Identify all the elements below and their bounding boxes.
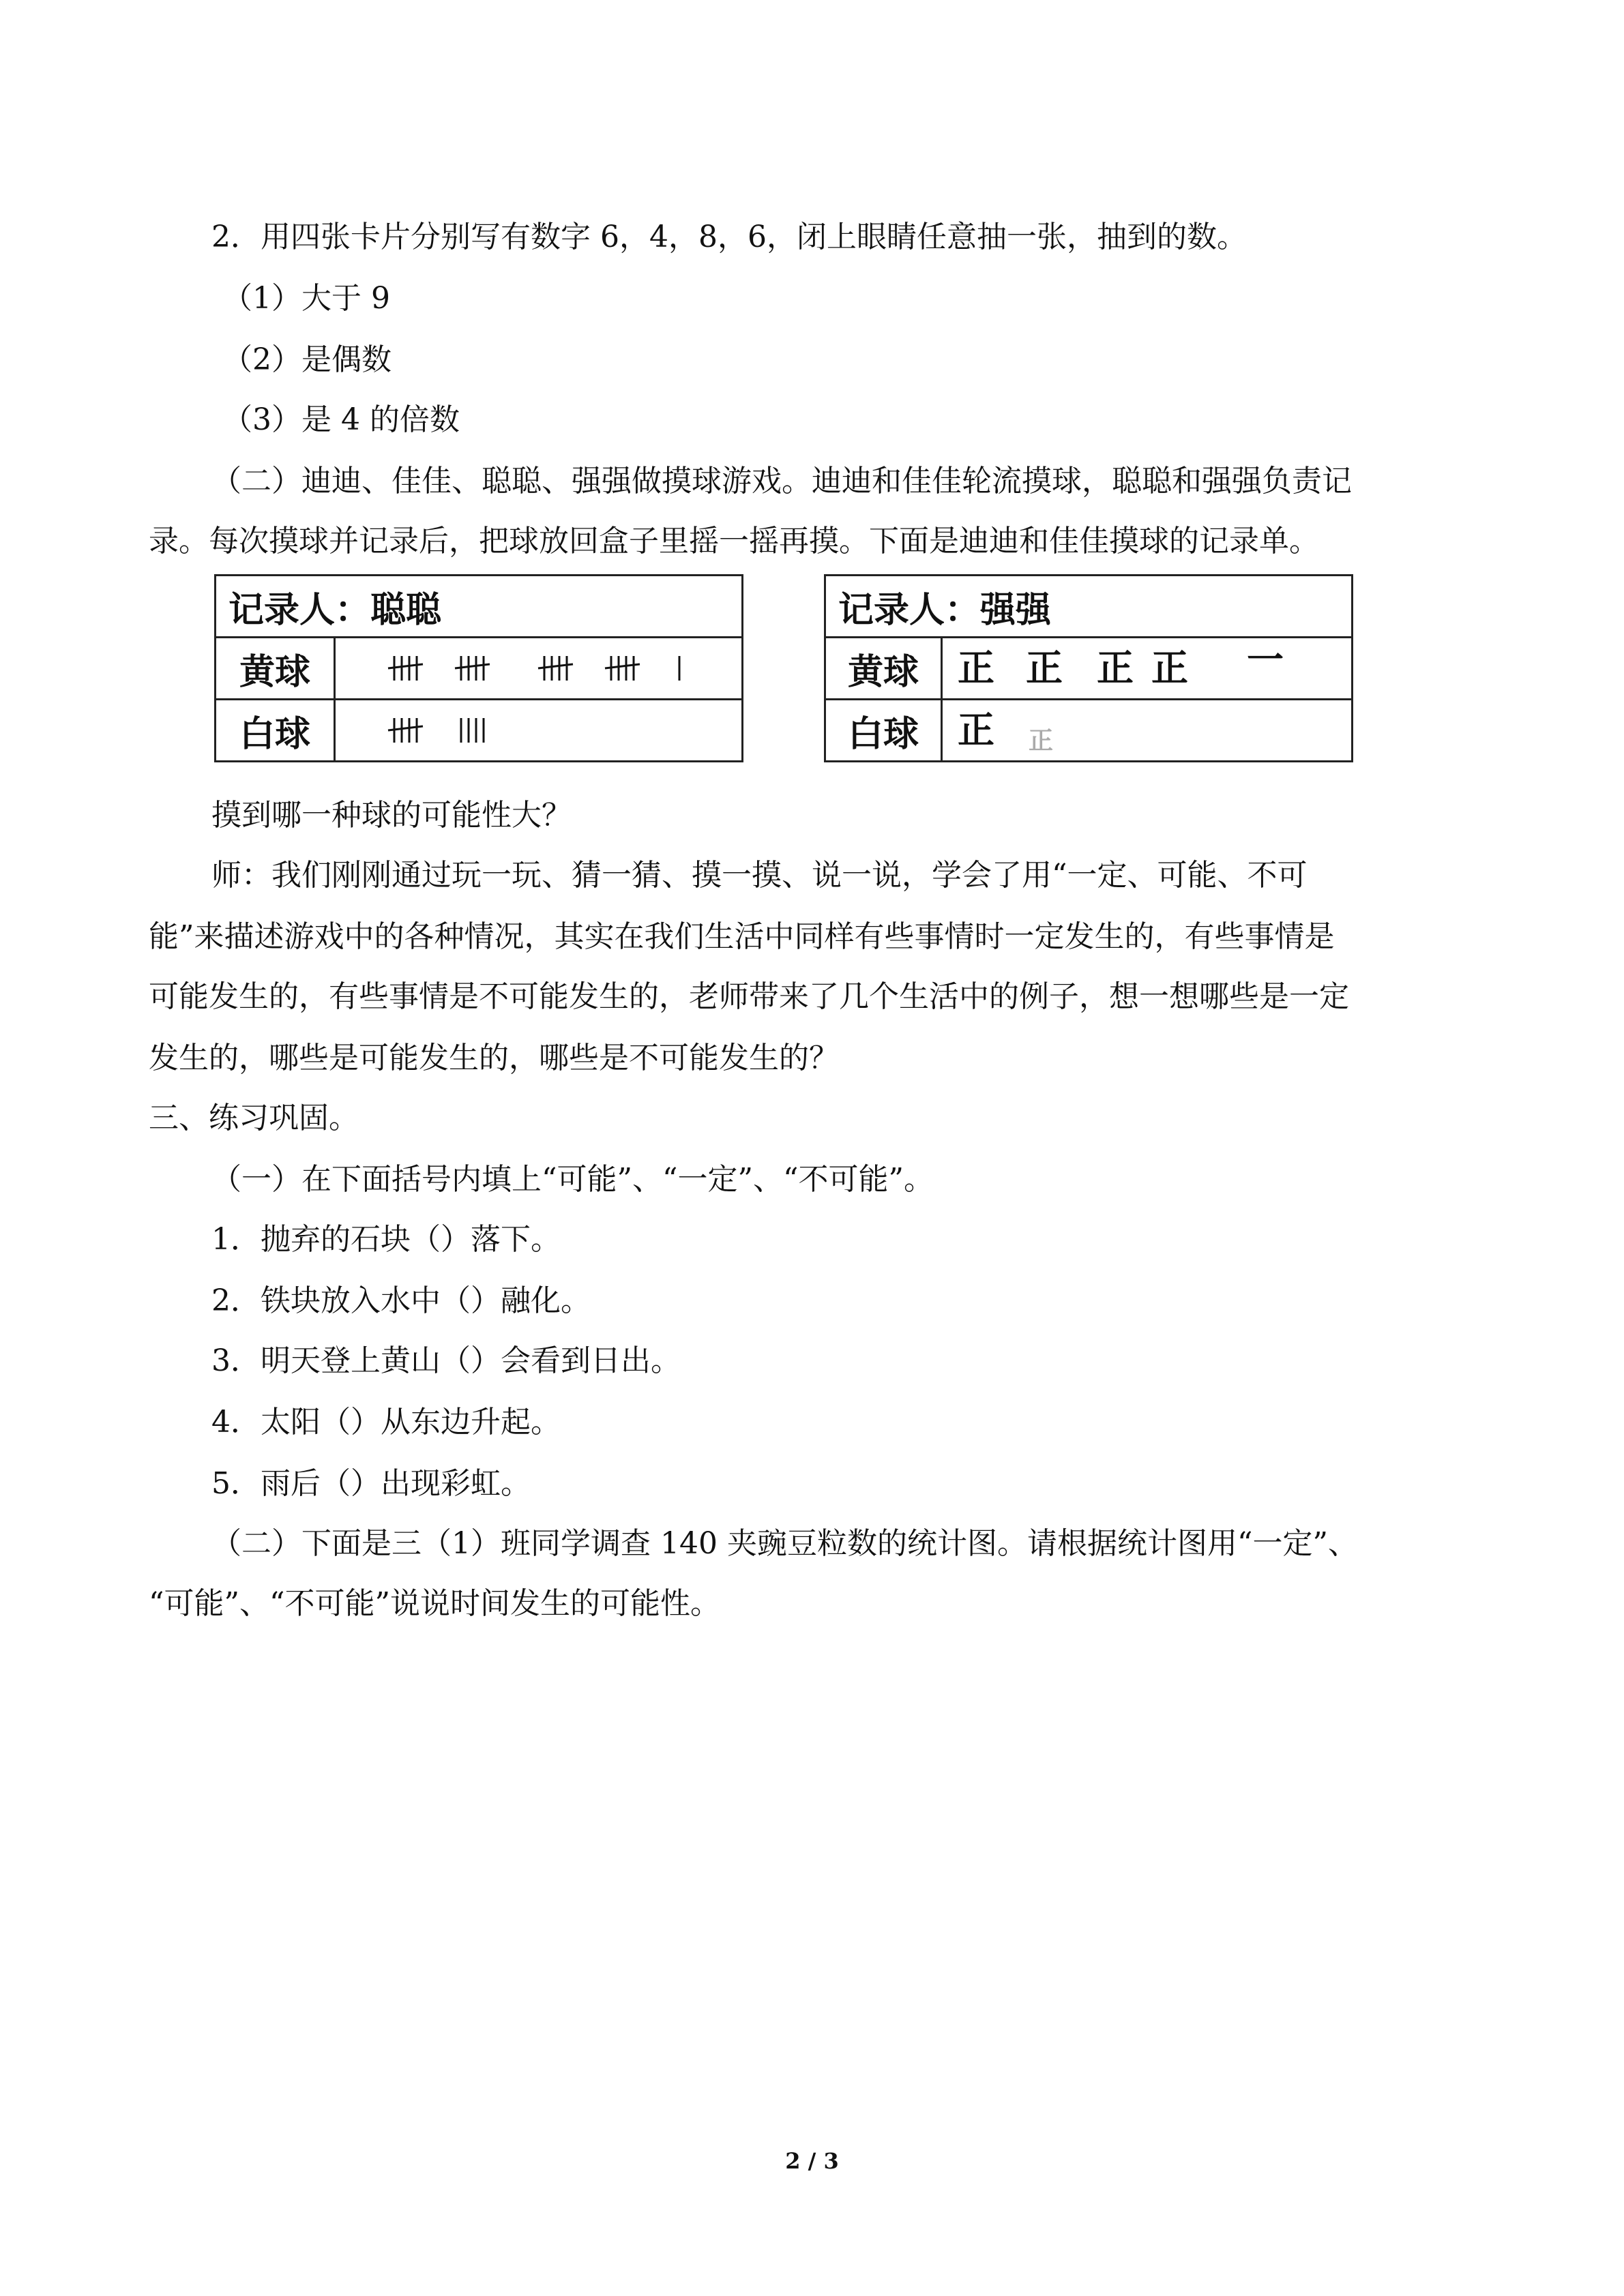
section3-item-2: 2．铁块放入水中（）融化。 — [211, 1283, 591, 1318]
section3-part2-line2: “可能”、“不可能”说说时间发生的可能性。 — [149, 1586, 720, 1621]
right-row-white-marks — [942, 700, 1353, 762]
section3-part2-line1: （二）下面是三（1）班同学调查 140 夹豌豆粒数的统计图。请根据统计图用“一定”、 — [211, 1526, 1358, 1561]
q2-title: 2．用四张卡片分别写有数字 6，4，8，6，闭上眼睛任意抽一张，抽到的数。 — [211, 220, 1247, 254]
right-row-yellow-label: 黄球 — [825, 638, 942, 700]
section3-item-1: 1．抛弃的石块（）落下。 — [211, 1222, 561, 1257]
record-table-right — [824, 574, 1353, 762]
teacher-line3: 可能发生的，有些事情是不可能发生的，老师带来了几个生活中的例子，想一想哪些是一定 — [149, 979, 1349, 1014]
left-row-yellow-label: 黄球 — [216, 638, 335, 700]
white-mark-2: 正 — [1029, 727, 1054, 755]
yellow-mark-2: 正 — [1026, 646, 1063, 689]
right-row-white-label: 白球 — [825, 700, 942, 762]
q2-item-3: （3）是 4 的倍数 — [222, 402, 460, 437]
q2-item-2: （2）是偶数 — [222, 342, 392, 377]
section3-item-3: 3．明天登上黄山（）会看到日出。 — [211, 1343, 681, 1378]
record-table-left — [214, 574, 743, 762]
section3-item-5: 5．雨后（）出现彩虹。 — [211, 1466, 531, 1501]
section3-item-4: 4．太阳（）从东边升起。 — [211, 1405, 561, 1440]
left-yellow-tally — [336, 638, 745, 698]
yellow-mark-1: 正 — [958, 646, 994, 689]
left-row-white-marks — [335, 700, 743, 762]
record-table-right-header: 记录人：强强 — [825, 576, 1353, 638]
q2-item-1: （1）大于 9 — [222, 281, 390, 316]
teacher-line1: 师：我们刚刚通过玩一玩、猜一猜、摸一摸、说一说，学会了用“一定、可能、不可 — [211, 858, 1308, 893]
part2-intro-line2: 录。每次摸球并记录后，把球放回盒子里摇一摇再摸。下面是迪迪和佳佳摸球的记录单。 — [149, 524, 1319, 558]
left-white-tally — [336, 700, 745, 760]
part2-intro-line1: （二）迪迪、佳佳、聪聪、强强做摸球游戏。迪迪和佳佳轮流摸球，聪聪和强强负责记 — [211, 464, 1352, 498]
left-row-yellow-marks — [335, 638, 743, 700]
section3-title: 三、练习巩固。 — [149, 1101, 359, 1135]
question-line: 摸到哪一种球的可能性大？ — [211, 798, 572, 833]
page-number: 2 / 3 — [785, 2148, 839, 2174]
yellow-mark-3: 正 — [1097, 646, 1134, 689]
record-table-left-header: 记录人：聪聪 — [216, 576, 743, 638]
section3-part1: （一）在下面括号内填上“可能”、“一定”、“不可能”。 — [211, 1162, 934, 1197]
yellow-mark-4: 正 — [1151, 646, 1188, 689]
white-mark-1: 正 — [958, 709, 994, 751]
teacher-line4: 发生的，哪些是可能发生的，哪些是不可能发生的？ — [149, 1041, 839, 1075]
left-row-white-label: 白球 — [216, 700, 335, 762]
yellow-mark-5: 一 — [1247, 638, 1284, 681]
teacher-line2: 能”来描述游戏中的各种情况，其实在我们生活中同样有些事情时一定发生的，有些事情是 — [149, 919, 1335, 954]
right-row-yellow-marks — [942, 638, 1353, 700]
